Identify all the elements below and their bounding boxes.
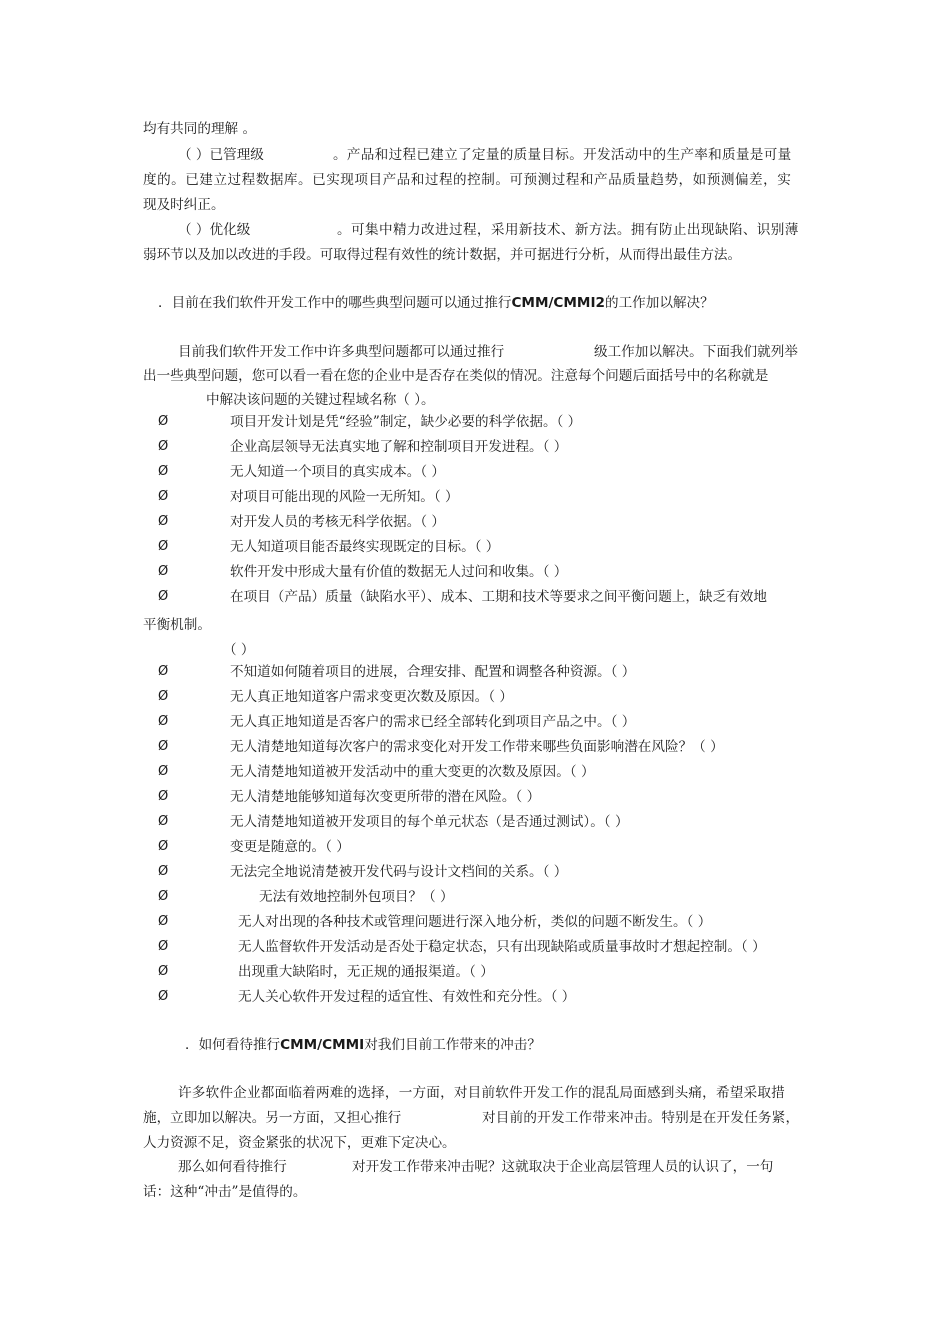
- text-line: 许多软件企业都面临着两难的选择，一方面，对目前软件开发工作的混乱局面感到头痛，希望采取措: [178, 1085, 785, 1101]
- bullet-marker: Ø: [158, 789, 169, 804]
- text-line: 。产品和过程已建立了定量的质量目标。开发活动中的生产率和质量是可量: [333, 147, 792, 163]
- text-line: （ ）已管理级: [178, 147, 264, 163]
- text-line: 级工作加以解决。下面我们就列举: [594, 344, 798, 360]
- heading-term: CMM/CMMI: [280, 1037, 365, 1053]
- problem-item: 无人知道项目能否最终实现既定的目标。（ ）: [230, 539, 500, 555]
- problem-item: 无人对出现的各种技术或管理问题进行深入地分析，类似的问题不断发生。（ ）: [238, 914, 712, 930]
- problem-item: 企业高层领导无法真实地了解和控制项目开发进程。（ ）: [230, 439, 568, 455]
- text-line: 对开发工作带来冲击呢？这就取决于企业高层管理人员的认识了，一句: [352, 1159, 774, 1175]
- problem-item: 在项目（产品）质量（缺陷水平）、成本、工期和技术等要求之间平衡问题上，缺乏有效地: [230, 589, 767, 605]
- text-line: （ ）: [223, 642, 255, 658]
- problem-item: 出现重大缺陷时，无正规的通报渠道。（ ）: [238, 964, 494, 980]
- problem-item: 不知道如何随着项目的进展，合理安排、配置和调整各种资源。（ ）: [230, 664, 636, 680]
- problem-item: 无法有效地控制外包项目？（ ）: [259, 889, 454, 905]
- problem-item: 变更是随意的。（ ）: [230, 839, 350, 855]
- bullet-marker: Ø: [158, 964, 169, 979]
- bullet-marker: Ø: [158, 989, 169, 1004]
- bullet-marker: Ø: [158, 939, 169, 954]
- heading-term: CMM/CMMI2: [511, 295, 605, 311]
- heading-suffix: 对我们目前工作带来的冲击？: [364, 1037, 541, 1053]
- text-line: 。可集中精力改进过程，采用新技术、新方法。拥有防止出现缺陷、识别薄: [337, 222, 799, 238]
- text-line: 均有共同的理解 。: [143, 121, 257, 137]
- bullet-marker: Ø: [158, 589, 169, 604]
- problem-item: 无人清楚地知道每次客户的需求变化对开发工作带来哪些负面影响潜在风险？（ ）: [230, 739, 724, 755]
- bullet-marker: Ø: [158, 914, 169, 929]
- text-line: 平衡机制。: [143, 617, 211, 633]
- text-line: 对目前的开发工作带来冲击。特别是在开发任务紧，: [482, 1110, 800, 1126]
- text-line: 话：这种“冲击”是值得的。: [143, 1184, 307, 1200]
- bullet-marker: Ø: [158, 764, 169, 779]
- problem-item: 无人清楚地知道被开发活动中的重大变更的次数及原因。（ ）: [230, 764, 595, 780]
- heading-prefix: ．如何看待推行: [185, 1037, 281, 1053]
- problem-item: 无法完全地说清楚被开发代码与设计文档间的关系。（ ）: [230, 864, 568, 880]
- text-line: 中解决该问题的关键过程域名称（ ）。: [206, 392, 435, 408]
- section-heading-2: [185, 1035, 541, 1055]
- bullet-marker: Ø: [158, 814, 169, 829]
- bullet-marker: Ø: [158, 489, 169, 504]
- text-line: 那么如何看待推行: [178, 1159, 287, 1175]
- text-line: （ ）优化级: [178, 222, 251, 238]
- bullet-marker: Ø: [158, 514, 169, 529]
- bullet-marker: Ø: [158, 439, 169, 454]
- bullet-marker: Ø: [158, 839, 169, 854]
- bullet-marker: Ø: [158, 689, 169, 704]
- heading-prefix: ．目前在我们软件开发工作中的哪些典型问题可以通过推行: [158, 295, 512, 311]
- section-heading-1: [158, 293, 714, 313]
- text-line: 度的。已建立过程数据库。已实现项目产品和过程的控制。可预测过程和产品质量趋势，如预测偏差，实: [143, 172, 792, 188]
- problem-item: 无人真正地知道客户需求变更次数及原因。（ ）: [230, 689, 513, 705]
- bullet-marker: Ø: [158, 564, 169, 579]
- problem-item: 软件开发中形成大量有价值的数据无人过问和收集。（ ）: [230, 564, 568, 580]
- bullet-marker: Ø: [158, 889, 169, 904]
- problem-item: 项目开发计划是凭“经验”制定，缺少必要的科学依据。（ ）: [230, 414, 582, 430]
- problem-item: 无人清楚地知道被开发项目的每个单元状态（是否通过测试）。（ ）: [230, 814, 629, 830]
- bullet-marker: Ø: [158, 414, 169, 429]
- text-line: 出一些典型问题，您可以看一看在您的企业中是否存在类似的情况。注意每个问题后面括号中的名称就是: [143, 368, 769, 384]
- text-line: 弱环节以及加以改进的手段。可取得过程有效性的统计数据，并可据进行分析，从而得出最佳方法。: [143, 247, 742, 263]
- bullet-marker: Ø: [158, 664, 169, 679]
- text-line: 目前我们软件开发工作中许多典型问题都可以通过推行: [178, 344, 505, 360]
- bullet-marker: Ø: [158, 464, 169, 479]
- bullet-marker: Ø: [158, 539, 169, 554]
- problem-item: 对开发人员的考核无科学依据。（ ）: [230, 514, 446, 530]
- problem-item: 无人监督软件开发活动是否处于稳定状态，只有出现缺陷或质量事故时才想起控制。（ ）: [238, 939, 766, 955]
- problem-item: 无人关心软件开发过程的适宜性、有效性和充分性。（ ）: [238, 989, 576, 1005]
- problem-item: 无人真正地知道是否客户的需求已经全部转化到项目产品之中。（ ）: [230, 714, 636, 730]
- text-line: 施，立即加以解决。另一方面，又担心推行: [143, 1110, 402, 1126]
- bullet-marker: Ø: [158, 714, 169, 729]
- text-line: 现及时纠正。: [143, 197, 225, 213]
- text-line: 人力资源不足，资金紧张的状况下，更难下定决心。: [143, 1135, 456, 1151]
- bullet-marker: Ø: [158, 739, 169, 754]
- bullet-marker: Ø: [158, 864, 169, 879]
- problem-item: 无人知道一个项目的真实成本。（ ）: [230, 464, 446, 480]
- problem-item: 对项目可能出现的风险一无所知。（ ）: [230, 489, 459, 505]
- problem-item: 无人清楚地能够知道每次变更所带的潜在风险。（ ）: [230, 789, 541, 805]
- heading-suffix: 的工作加以解决？: [604, 295, 714, 311]
